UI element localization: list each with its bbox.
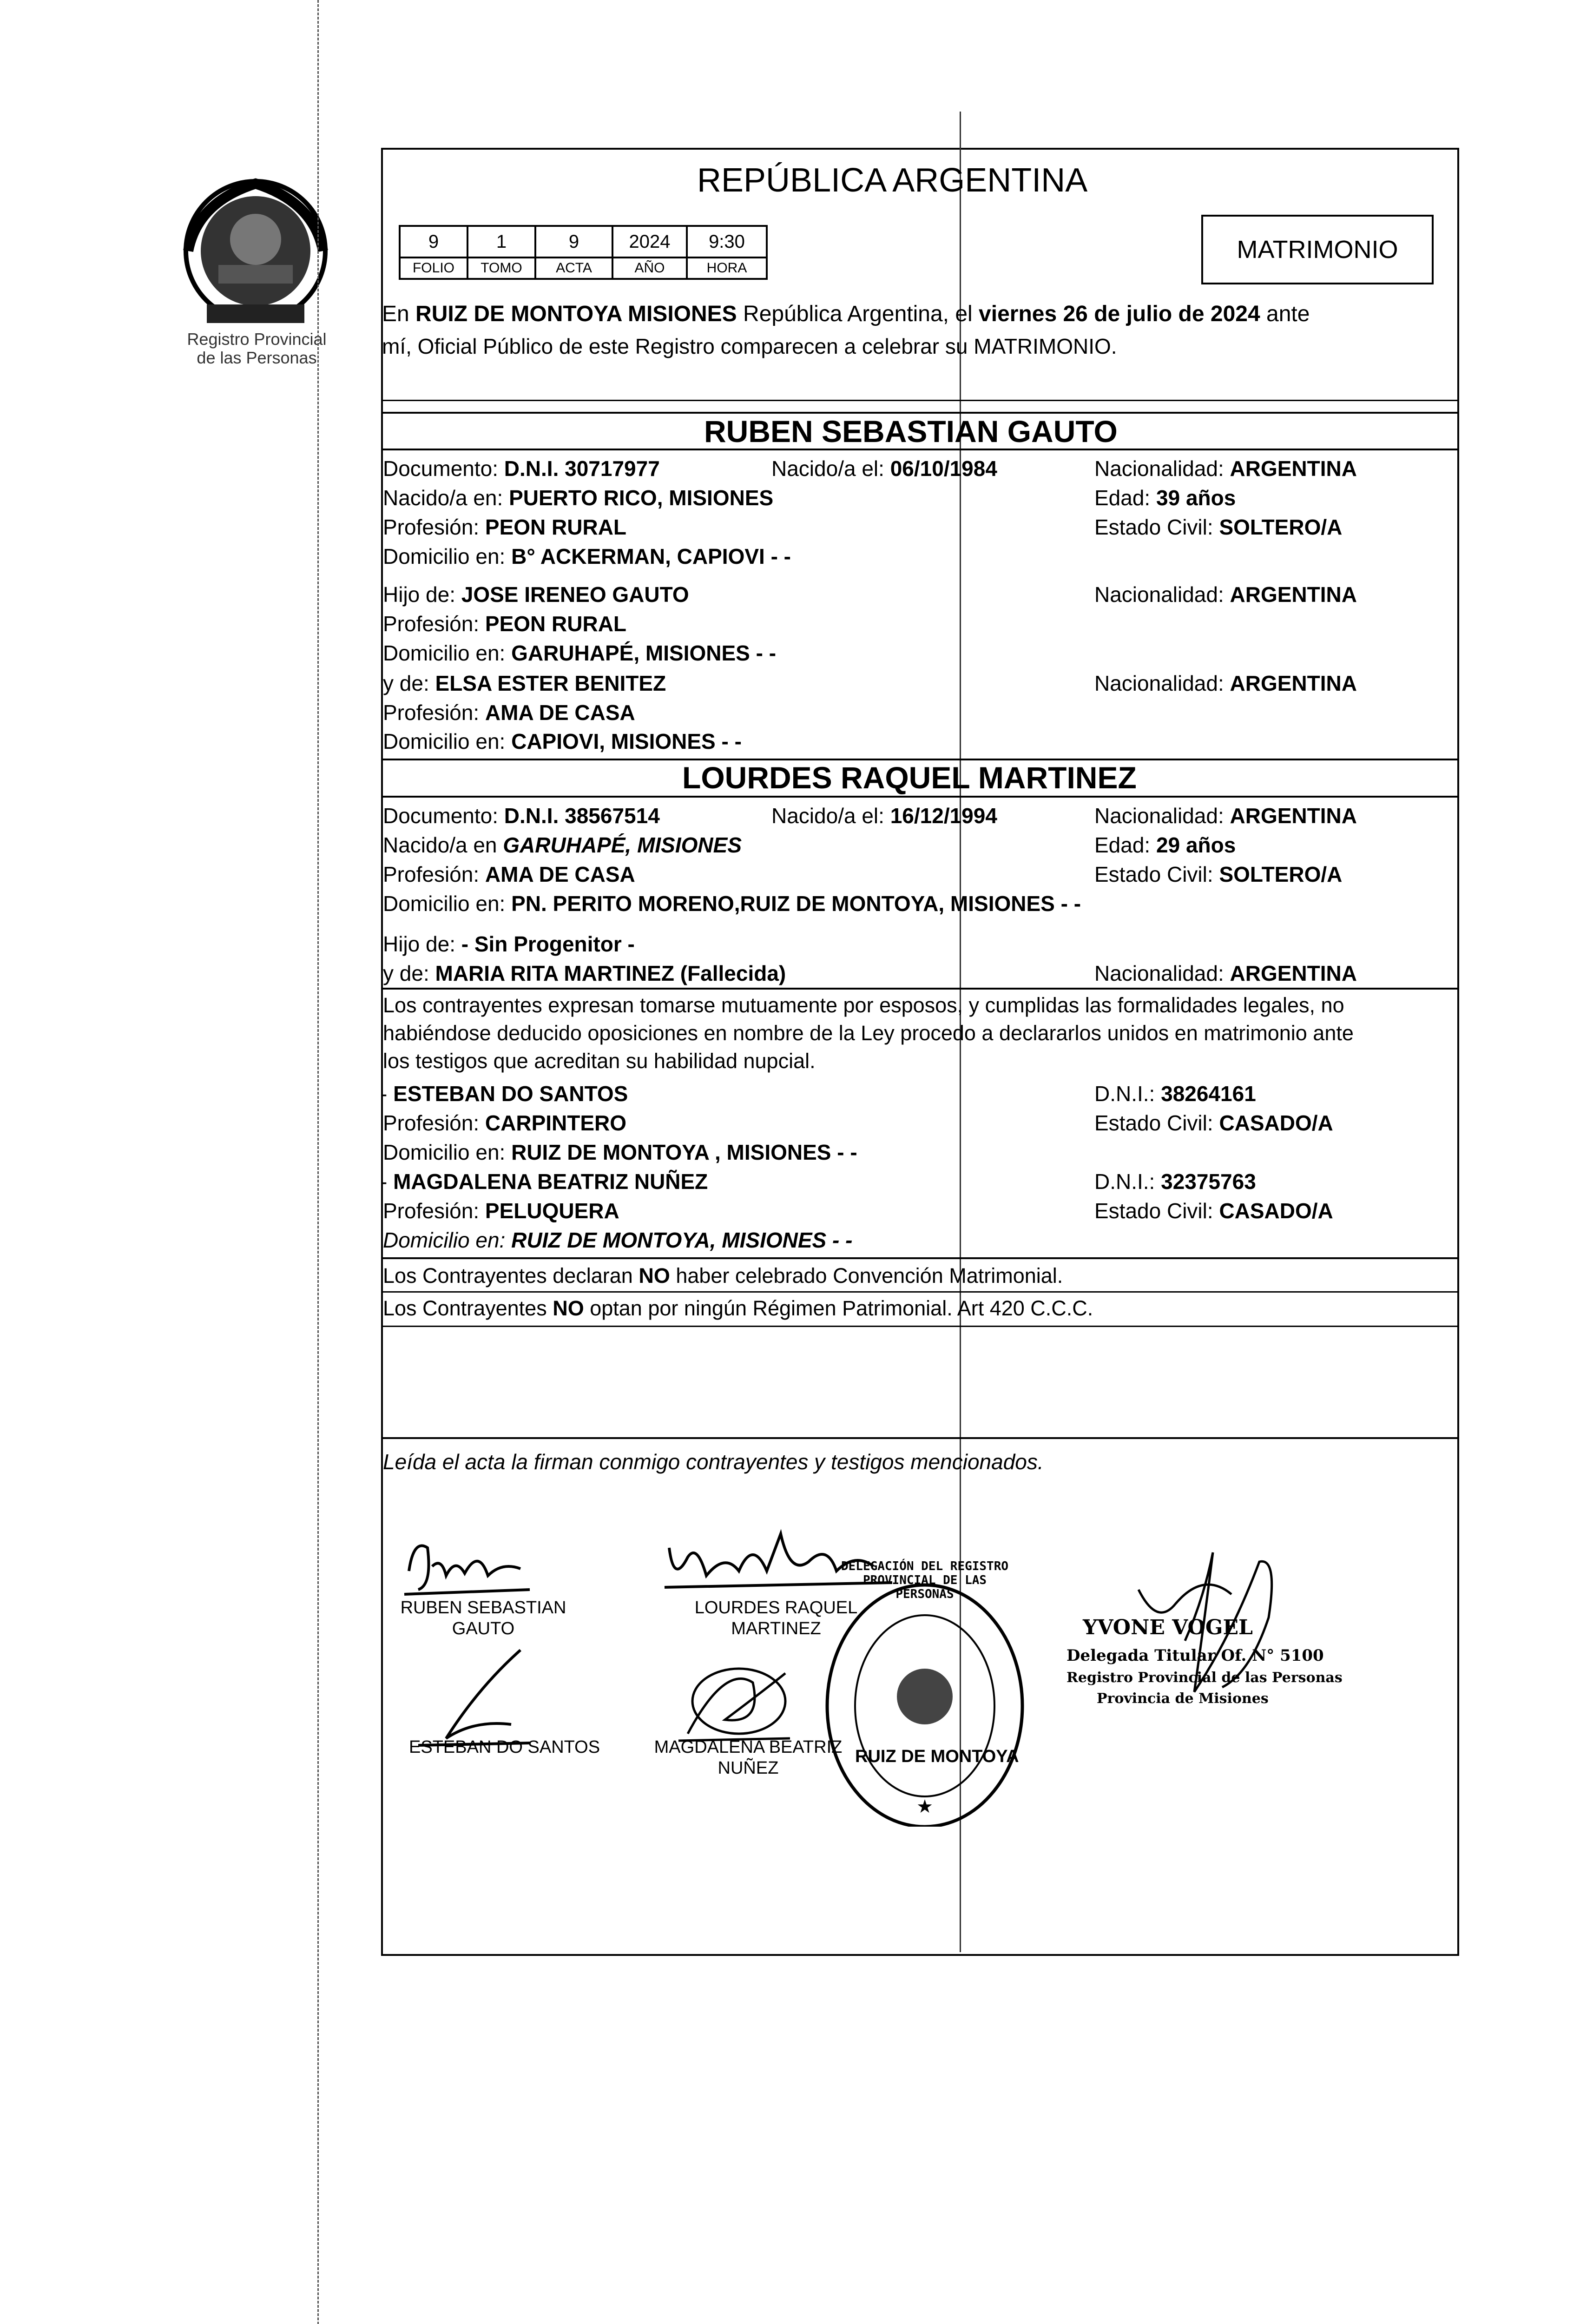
signature-label-spouse1: GAUTO: [452, 1619, 515, 1638]
spouse1-nationality: Nacionalidad: ARGENTINA: [1094, 456, 1357, 481]
spouse2-age: Edad: 29 años: [1094, 833, 1236, 857]
spouse1-father-nationality: Nacionalidad: ARGENTINA: [1094, 582, 1357, 607]
official-name: YVONE VOGEL: [1083, 1616, 1253, 1639]
spouse2-mother: y de: MARIA RITA MARTINEZ (Fallecida): [383, 961, 786, 985]
spouse1-address: Domicilio en: B° ACKERMAN, CAPIOVI - -: [383, 544, 791, 568]
witness2-dni: D.N.I.: 32375763: [1094, 1169, 1256, 1194]
signature-label-spouse1: RUBEN SEBASTIAN: [400, 1598, 566, 1618]
spouse1-mother: y de: ELSA ESTER BENITEZ: [383, 671, 666, 695]
divider: [381, 1291, 1459, 1293]
spouse1-profession: Profesión: PEON RURAL: [383, 515, 627, 539]
act-type-badge: MATRIMONIO: [1201, 215, 1434, 284]
divider: [381, 1326, 1459, 1327]
note-convention: Los Contrayentes declaran NO haber celebrado Convención Matrimonial.: [383, 1264, 1063, 1287]
witness2-address: Domicilio en: RUIZ DE MONTOYA, MISIONES - -: [383, 1228, 853, 1252]
intro-line-2: mí, Oficial Público de este Registro comparecen a celebrar su MATRIMONIO.: [382, 334, 1117, 358]
official-title: Delegada Titular Of. N° 5100: [1066, 1646, 1324, 1665]
official-registry: Registro Provincial de las Personas: [1066, 1670, 1343, 1686]
divider: [381, 1257, 1459, 1259]
registry-caption: de las Personas: [197, 348, 317, 367]
witness1-dni: D.N.I.: 38264161: [1094, 1082, 1256, 1106]
spouse2-profession: Profesión: AMA DE CASA: [383, 862, 635, 886]
spouse2-documento: Documento: D.N.I. 38567514: [383, 804, 660, 828]
signature-label-spouse2: LOURDES RAQUEL: [694, 1598, 858, 1618]
witness1-profession: Profesión: CARPINTERO: [383, 1111, 627, 1135]
signature-label-spouse2: MARTINEZ: [731, 1619, 821, 1638]
signature-spouse1: [400, 1529, 539, 1599]
declaration-line-3: los testigos que acreditan su habilidad nupcial.: [383, 1049, 816, 1073]
spouse1-civil-status: Estado Civil: SOLTERO/A: [1094, 515, 1343, 539]
spouse1-mother-nationality: Nacionalidad: ARGENTINA: [1094, 671, 1357, 695]
registry-caption: Registro Provincial: [187, 330, 327, 349]
field-label: AÑO: [612, 258, 688, 280]
spouse2-birth-date: Nacido/a el: 16/12/1994: [771, 804, 997, 828]
stamp-center-text: RUIZ DE MONTOYA: [855, 1747, 1019, 1766]
margin-line: [317, 0, 319, 2324]
divider: [381, 1437, 1459, 1439]
spouse2-nationality: Nacionalidad: ARGENTINA: [1094, 804, 1357, 828]
field-label: ACTA: [534, 258, 613, 280]
witness1-civil-status: Estado Civil: CASADO/A: [1094, 1111, 1333, 1135]
spouse1-birth-date: Nacido/a el: 06/10/1984: [771, 456, 997, 481]
declaration-line-1: Los contrayentes expresan tomarse mutuamente por esposos, y cumplidas las formalidades legales, no: [383, 993, 1344, 1017]
witness1-address: Domicilio en: RUIZ DE MONTOYA , MISIONES - -: [383, 1140, 857, 1164]
stamp-ring-text: DELEGACIÓN DEL REGISTRO PROVINCIAL DE LAS PERSONAS: [841, 1559, 1009, 1601]
field-label: TOMO: [467, 258, 536, 280]
divider: [381, 449, 1459, 450]
spouse2-father: Hijo de: - Sin Progenitor -: [383, 932, 635, 956]
spouse1-name: RUBEN SEBASTIAN GAUTO: [704, 414, 1118, 449]
signature-label-witness2: MAGDALENA BEATRIZ: [654, 1737, 843, 1757]
spouse2-name: LOURDES RAQUEL MARTINEZ: [682, 760, 1137, 795]
spouse1-mother-address: Domicilio en: CAPIOVI, MISIONES - -: [383, 729, 742, 753]
witness2-name: - MAGDALENA BEATRIZ NUÑEZ: [380, 1169, 708, 1194]
witness2-civil-status: Estado Civil: CASADO/A: [1094, 1199, 1333, 1223]
spouse1-birthplace: Nacido/a en: PUERTO RICO, MISIONES: [383, 486, 774, 510]
signature-witness1: [409, 1645, 539, 1752]
official-province: Provincia de Misiones: [1097, 1690, 1269, 1707]
signature-witness2: [669, 1655, 795, 1748]
note-regime: Los Contrayentes NO optan por ningún Régimen Patrimonial. Art 420 C.C.C.: [383, 1296, 1093, 1320]
divider: [381, 400, 1459, 401]
spouse2-address: Domicilio en: PN. PERITO MORENO,RUIZ DE MONTOYA, MISIONES - -: [383, 891, 1081, 916]
field-acta: 9: [534, 225, 613, 258]
field-label: FOLIO: [399, 258, 468, 280]
svg-text:★: ★: [916, 1796, 933, 1817]
provincial-coat-of-arms: [179, 174, 332, 328]
signature-label-witness1: ESTEBAN DO SANTOS: [409, 1737, 600, 1757]
spouse1-mother-profession: Profesión: AMA DE CASA: [383, 700, 635, 725]
spouse1-documento: Documento: D.N.I. 30717977: [383, 456, 660, 481]
closing-statement: Leída el acta la firman conmigo contrayentes y testigos mencionados.: [383, 1450, 1044, 1474]
field-label: HORA: [686, 258, 768, 280]
field-tomo: 1: [467, 225, 536, 258]
spouse1-father-profession: Profesión: PEON RURAL: [383, 612, 627, 636]
signature-label-witness2: NUÑEZ: [718, 1758, 779, 1778]
spouse1-father: Hijo de: JOSE IRENEO GAUTO: [383, 582, 689, 607]
spouse2-birthplace: Nacido/a en GARUHAPÉ, MISIONES: [383, 833, 742, 857]
witness2-profession: Profesión: PELUQUERA: [383, 1199, 619, 1223]
spouse2-mother-nationality: Nacionalidad: ARGENTINA: [1094, 961, 1357, 985]
field-ano: 2024: [612, 225, 688, 258]
intro-line-1: En RUIZ DE MONTOYA MISIONES República Argentina, el viernes 26 de julio de 2024 ante: [382, 302, 1310, 326]
divider: [381, 796, 1459, 798]
spouse1-father-address: Domicilio en: GARUHAPÉ, MISIONES - -: [383, 641, 777, 665]
spouse2-civil-status: Estado Civil: SOLTERO/A: [1094, 862, 1343, 886]
spouse1-age: Edad: 39 años: [1094, 486, 1236, 510]
page-title: REPÚBLICA ARGENTINA: [697, 162, 1088, 199]
declaration-line-2: habiéndose deducido oposiciones en nombre de la Ley procedo a declararlos unidos en matrimonio ante: [383, 1021, 1354, 1045]
witness1-name: - ESTEBAN DO SANTOS: [380, 1082, 628, 1106]
official-stamp: [823, 1566, 1027, 1827]
field-folio: 9: [399, 225, 468, 258]
divider: [381, 988, 1459, 990]
divider: [381, 412, 1459, 414]
field-hora: 9:30: [686, 225, 768, 258]
